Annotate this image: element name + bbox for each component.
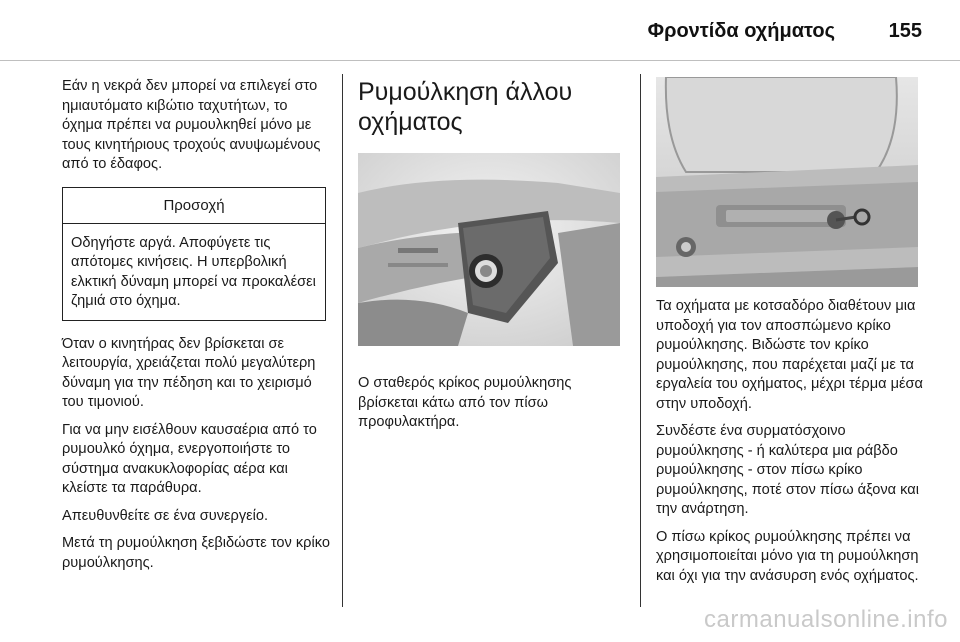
figure-caption: Ο σταθερός κρίκος ρυμούλκησης βρίσκεται κάτω από τον πίσω προφυλακτήρα.	[358, 375, 572, 430]
fixed-towing-eye-illustration	[358, 153, 620, 346]
paragraph-workshop: Απευθυνθείτε σε ένα συνεργείο.	[62, 507, 269, 524]
column-3	[656, 297, 924, 594]
rear-bumper-hitch-illustration	[656, 77, 918, 287]
fixed-towing-eye-svg	[358, 153, 620, 346]
warning-box	[62, 187, 326, 321]
paragraph-tow-rope: Συνδέστε ένα συρματόσχοινο ρυμούλκησης - ή καλύτερα μια ράβδο ρυμούλκησης - στον πίσω κρίκο ρυμούλκησης, ποτέ στον πίσω άξονα και την ανάρτηση.	[656, 423, 919, 517]
section-heading: Ρυμούλκηση άλλου οχήματος	[358, 78, 573, 136]
column-divider-1	[342, 74, 343, 607]
warning-text: Οδηγήστε αργά. Αποφύγετε τις απότομες κινήσεις. Η υπερβολική ελκτική δύναμη μπορεί να προκαλέσει ζημιά στο όχημα.	[71, 234, 316, 309]
paragraph-exhaust: Για να μην εισέλθουν καυσαέρια από το ρυμουλκό όχημα, ενεργοποιήστε το σύστημα ανακυκλοφορίας αέρα και κλείστε τα παράθυρα.	[62, 421, 317, 496]
page-header	[0, 0, 960, 62]
paragraph-hitch-socket: Τα οχήματα με κοτσαδόρο διαθέτουν μια υποδοχή για τον αποσπώμενο κρίκο ρυμούλκησης. Βιδώστε τον κρίκο ρυμούλκησης, που παρέχεται μαζί με τα εργαλεία του οχήματος, μέχρι τέρμα μέσα στην υποδοχή.	[656, 298, 923, 412]
header-rule	[0, 60, 960, 61]
column-2	[358, 77, 626, 441]
page-number: 155	[888, 20, 922, 42]
paragraph-unscrew: Μετά τη ρυμούλκηση ξεβιδώστε τον κρίκο ρυμούλκησης.	[62, 535, 330, 571]
watermark: carmanualsonline.info	[704, 606, 948, 633]
rear-bumper-hitch-svg	[656, 77, 918, 287]
paragraph-rear-eye-use: Ο πίσω κρίκος ρυμούλκησης πρέπει να χρησιμοποιείται μόνο για τη ρυμούλκηση και όχι για την ανάσυρση ενός οχήματος.	[656, 528, 919, 584]
page-title: Φροντίδα οχήματος	[647, 20, 835, 42]
column-1	[62, 77, 330, 581]
column-divider-2	[640, 74, 641, 607]
intro-paragraph: Εάν η νεκρά δεν μπορεί να επιλεγεί στο ημιαυτόματο κιβώτιο ταχυτήτων, το όχημα πρέπει να ρυμουλκηθεί μόνο με τους κινητήριους τροχούς ανυψωμένους από το έδαφος.	[62, 78, 321, 172]
warning-title: Προσοχή	[63, 188, 325, 224]
paragraph-engine-off: Όταν ο κινητήρας δεν βρίσκεται σε λειτουργία, χρειάζεται πολύ μεγαλύτερη δύναμη για την πέδηση και το χειρισμό του τιμονιού.	[62, 335, 316, 410]
